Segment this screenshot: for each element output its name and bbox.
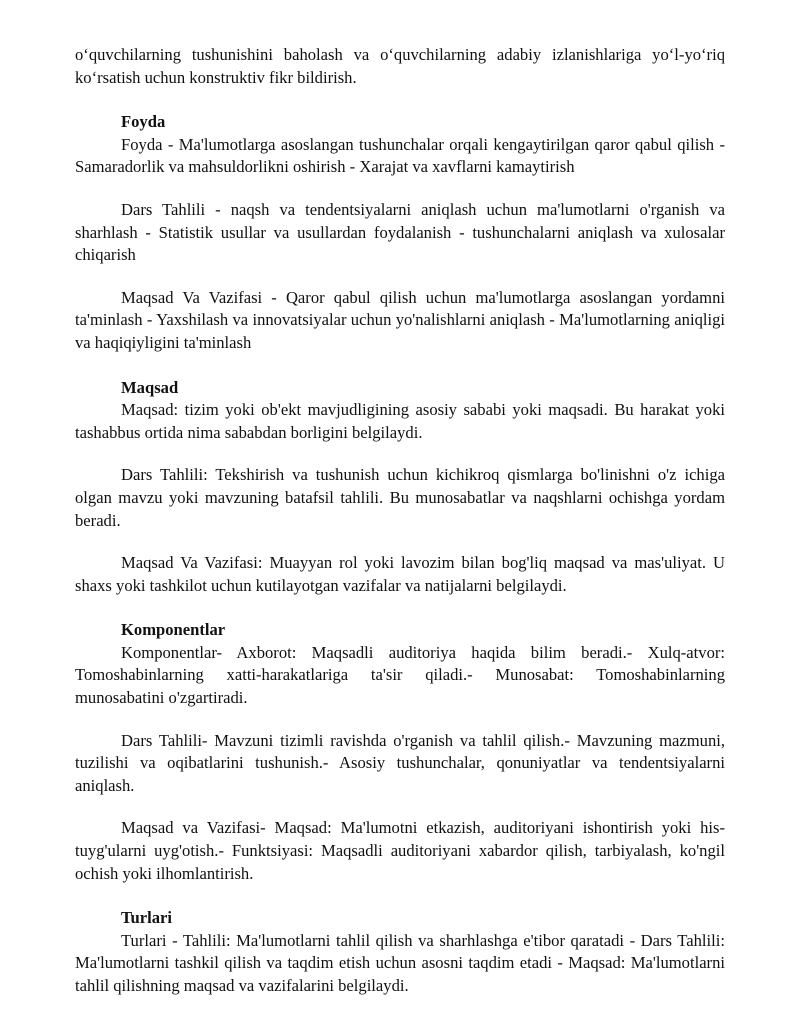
paragraph: Dars Tahlili - naqsh va tendentsiyalarni aniqlash uchun ma'lumotlarni o'rganish va sharhlash - Statistik usullar va usullardan foydalanish - tushunchalarni aniqlash va xulosalar chiqarish — [75, 199, 725, 265]
paragraph: Komponentlar- Axborot: Maqsadli auditoriya haqida bilim beradi.- Xulq-atvor: Tomoshabinlarning xatti-harakatlariga ta'sir qiladi.- Munosabat: Tomoshabinlarning munosabatini o'zgartiradi. — [75, 642, 725, 708]
paragraph: Dars Tahlili- Mavzuni tizimli ravishda o'rganish va tahlil qilish.- Mavzuning mazmuni, tuzilishi va oqibatlarini tushunish.- Asosiy tushunchalar, qonuniyatlar va tendentsiyalarni aniqlash. — [75, 730, 725, 795]
section-heading-komponentlar: Komponentlar — [121, 620, 226, 640]
paragraph: Foyda - Ma'lumotlarga asoslangan tushunchalar orqali kengaytirilgan qaror qabul qilish - Samaradorlik va mahsuldorlikni oshirish - Xarajat va xavflarni kamaytirish — [75, 134, 725, 177]
intro-paragraph: o‘quvchilarning tushunishini baholash va o‘quvchilarning adabiy izlanishlariga yo‘l-yo‘riq ko‘rsatish uchun konstruktiv fikr bildirish. — [75, 45, 725, 87]
paragraph: Maqsad Va Vazifasi - Qaror qabul qilish uchun ma'lumotlarga asoslangan yordamni ta'minlash - Yaxshilash va innovatsiyalar uchun yo'nalishlarni aniqlash - Ma'lumotlarning aniqligi va haqiqiyligini ta'minlash — [75, 287, 725, 352]
paragraph: Dars Tahlili: Tekshirish va tushunish uchun kichikroq qismlarga bo'linishni o'z ichiga olgan mavzu yoki mavzuning batafsil tahlili. Bu munosabatlar va naqshlarni ochishga yordam beradi. — [75, 465, 725, 530]
paragraph: Maqsad va Vazifasi- Maqsad: Ma'lumotni etkazish, auditoriyani ishontirish yoki his-tuyg'ularni uyg'otish.- Funktsiyasi: Maqsadli auditoriyani xabardor qilish, tarbiyalash, ko'ngil ochish yoki ilhomlantirish. — [75, 818, 725, 883]
section-heading-foyda: Foyda — [121, 112, 166, 132]
document-page — [75, 44, 725, 998]
section-heading-maqsad: Maqsad — [121, 377, 179, 397]
paragraph: Maqsad: tizim yoki ob'ekt mavjudligining asosiy sababi yoki maqsadi. Bu harakat yoki tashabbus ortida nima sababdan borligini belgilaydi. — [75, 400, 725, 442]
section-heading-turlari: Turlari — [121, 908, 173, 928]
paragraph: Turlari - Tahlili: Ma'lumotlarni tahlil qilish va sharhlashga e'tibor qaratadi - Dars Tahlili: Ma'lumotlarni tashkil qilish va taqdim etish uchun asosni taqdim etadi - Maqsad: Ma'lumotlarni tahlil qilishning maqsad va vazifalarini belgilaydi. — [75, 930, 725, 995]
paragraph: Maqsad Va Vazifasi: Muayyan rol yoki lavozim bilan bog'liq maqsad va mas'uliyat. U shaxs yoki tashkilot uchun kutilayotgan vazifalar va natijalarni belgilaydi. — [75, 553, 725, 595]
